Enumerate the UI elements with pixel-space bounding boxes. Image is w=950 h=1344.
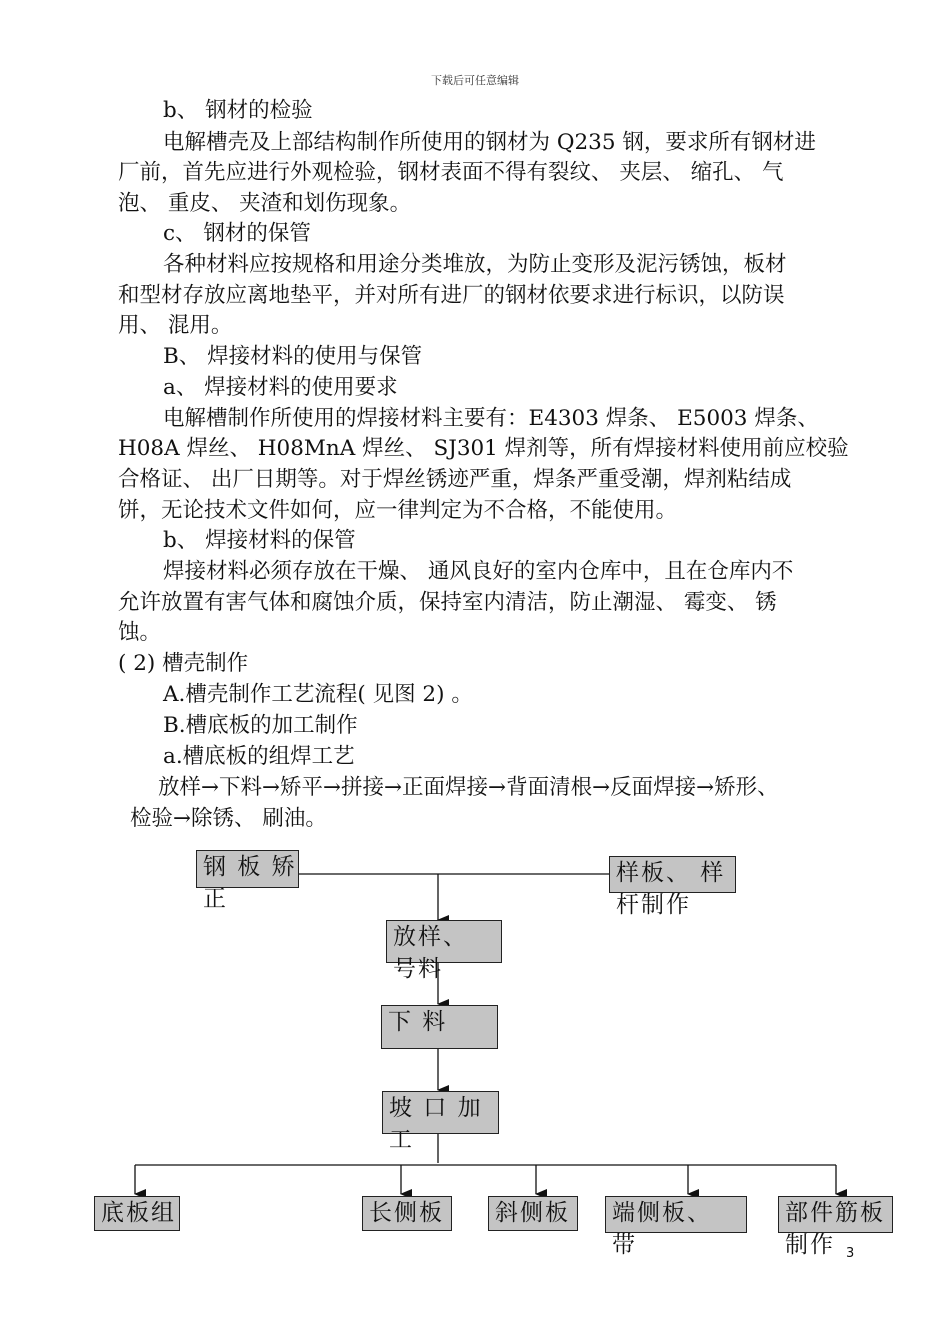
flow-box-bottom-plate: 底板组 [94,1196,180,1231]
paragraph-line: A.槽壳制作工艺流程( 见图 2) 。 [163,682,473,707]
heading-b-steel-inspection: b、 钢材的检验 [163,98,313,123]
paragraph-line: 饼，无论技术文件如何，应一律判定为不合格，不能使用。 [118,498,678,523]
process-flow-line: 检验→除锈、 刷油。 [130,806,327,831]
paragraph-line: 合格证、 出厂日期等。对于焊丝锈迹严重，焊条严重受潮，焊剂粘结成 [118,467,792,492]
paragraph-line: 用、 混用。 [118,313,233,338]
flow-box-long-side-plate: 长侧板 [362,1196,452,1231]
paragraph-line: 各种材料应按规格和用途分类堆放，为防止变形及泥污锈蚀，板材 [163,252,787,277]
paragraph-line: B.槽底板的加工制作 [163,713,358,738]
flow-box-rib-parts: 部件筋板制作 [778,1196,893,1233]
paragraph-line: 和型材存放应离地垫平，并对所有进厂的钢材依要求进行标识，以防误 [118,283,785,308]
paragraph-line: 泡、 重皮、 夹渣和划伤现象。 [118,191,412,216]
heading-2-shell-fabrication: ( 2) 槽壳制作 [118,651,249,676]
heading-a-welding-requirements: a、 焊接材料的使用要求 [163,375,398,400]
flow-box-bevel-processing: 坡 口 加 工 [382,1091,499,1134]
heading-b-welding-storage: b、 焊接材料的保管 [163,528,356,553]
paragraph-line: 允许放置有害气体和腐蚀介质，保持室内清洁，防止潮湿、 霉变、 锈 [118,590,777,615]
paragraph-line: 电解槽制作所使用的焊接材料主要有：E4303 焊条、 E5003 焊条、 [163,406,819,431]
page-header: 下载后可任意编辑 [431,74,519,87]
flow-box-end-side-plate: 端侧板、 带 [605,1196,747,1233]
page-number: 3 [846,1246,855,1261]
paragraph-line: H08A 焊丝、 H08MnA 焊丝、 SJ301 焊剂等，所有焊接材料使用前应校验 [118,436,849,461]
heading-c-steel-storage: c、 钢材的保管 [163,221,311,246]
flow-box-cutting: 下 料 [381,1005,498,1049]
paragraph-line: 焊接材料必须存放在干燥、 通风良好的室内仓库中，且在仓库内不 [163,559,794,584]
process-flow-line: 放样→下料→矫平→拼接→正面焊接→背面清根→反面焊接→矫形、 [158,775,779,800]
heading-B-welding-materials: B、 焊接材料的使用与保管 [163,344,423,369]
flow-box-oblique-side-plate: 斜侧板 [488,1196,578,1231]
paragraph-line: 厂前，首先应进行外观检验，钢材表面不得有裂纹、 夹层、 缩孔、 气 [118,160,784,185]
flow-box-template: 样板、 样杆制作 [609,856,736,893]
paragraph-line: 蚀。 [118,620,162,645]
flow-box-steel-straighten: 钢 板 矫 正 [196,850,299,888]
paragraph-line: a.槽底板的组焊工艺 [163,744,355,769]
paragraph-line: 电解槽壳及上部结构制作所使用的钢材为 Q235 钢，要求所有钢材进 [163,130,816,155]
flow-box-layout-marking: 放样、 号料 [386,920,502,963]
